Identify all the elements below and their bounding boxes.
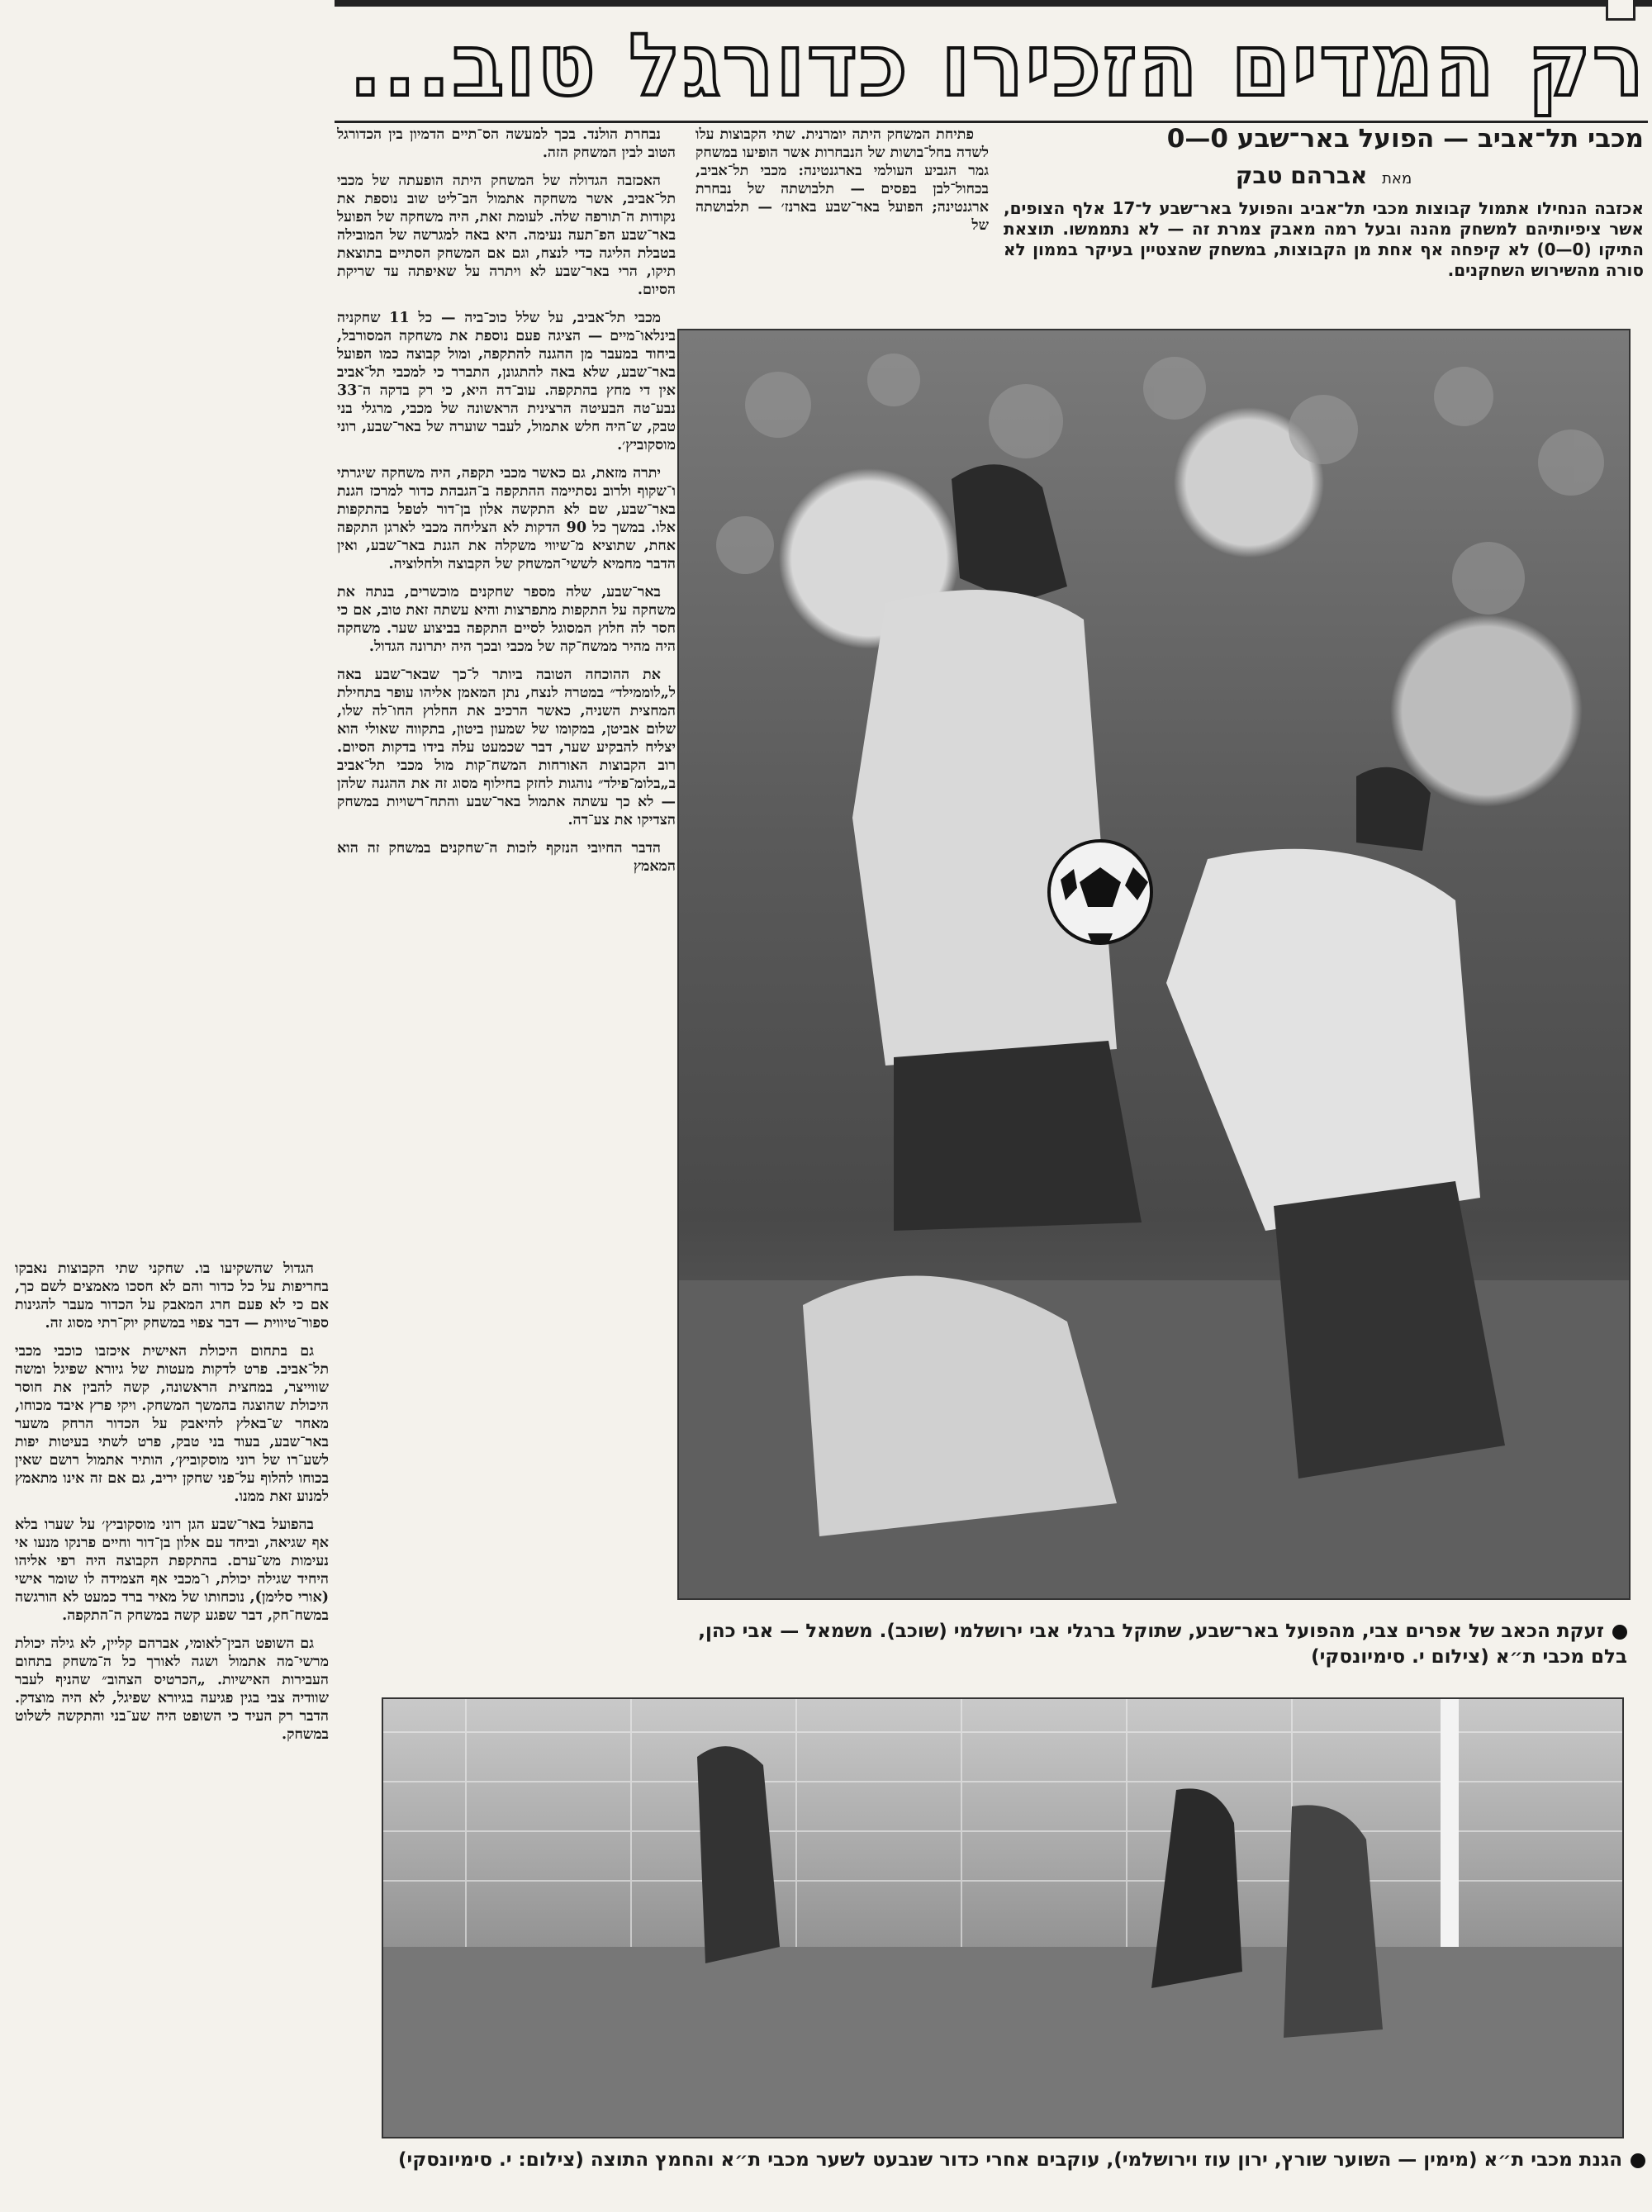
column-2-paragraph: האכזבה הגדולה של המשחק היתה הופעתה של מכבי תל־אביב, אשר משחקה אתמול הב־ליט שוב נוספת את נקודות ה־תורפה שלה. לעומת זאת, היה משחקה של הפועל באר־שבע הפ־תעה נעימה. היא באה למגרשה של המובילה בטבלת הליגה כדי לנצח, וגם אם המשחק הסתיים בתוצאת תיקו, הרי באר־שבע לא ויתרה על שאיפתה עד שריקת הסיום. — [337, 173, 676, 298]
column-1-paragraph: פתיחת המשחק היתה יומרנית. שתי הקבוצות עלו לשדה בחל־בושות של הנבחרות אשר הופיעו במשחק גמר הגביע העולמי בארגנטינה: מכבי תל־אביב, בכחול־לבן בפסים — תלבושתה של נבחרת ארגנטינה; הפועל באר־שבע בארנז׳ — תלבושתה של — [695, 126, 989, 234]
article-column-1 — [695, 126, 989, 316]
column-2-paragraph: יתרה מזאת, גם כאשר מכבי תקפה, היה משחקה שיגרתי ו־שקוף ולרוב נסתיימה ההתקפה ב־הגבהת כדור למרכז הגנת באר־שבע, שם לא התקשה אלון בן־דור לטפל בהתקפות אלו. במשך כל 90 הדקות לא הצליחה מכבי לארגן התקפה אחת, שתוציא מ־שיווי משקלה את הגנת באר־שבע, ואין הדבר מחמיא לששי־המשחק של הקבוצה ולחלוציה. — [337, 465, 676, 572]
column-2-paragraph: מכבי תל־אביב, על שלל כוכ־ביה — כל 11 שחקניה בינלאו־מיים — הציגה פעם נוספת את משחקה המסורבל, ביחוד במעבר מן ההגנה להתקפה, ומול קבוצה כמו הפועל באר־שבע, שלא באה להתגונן, התברר כי למכבי תל־אביב אין די מחץ בהתקפה. עוב־דה היא, כי רק בדקה ה־33 נבע־טה הבעיטה הרצינית הראשונה של מכבי, מרגלי בני טבק, ש־היה חלש אתמול, לעבר שוערה של באר־שבע, רוני מוסקוביץ׳. — [337, 310, 676, 453]
byline — [1004, 162, 1644, 189]
column-3-paragraph: הגדול שהשקיעו בו. שחקני שתי הקבוצות נאבקו בחריפות על כל כדור והם לא חסכו מאמצים לשם כך, אם כי לא פעם חרג המאבק על הכדור מעבר להגינות ספור־טיווית — דבר צפוי במשחק יוק־רתי מסוג זה. — [15, 1260, 329, 1331]
match-photo-main — [677, 329, 1631, 1600]
photo-caption-1 — [677, 1619, 1627, 1670]
match-photo-goal — [382, 1697, 1624, 2138]
column-3-paragraph: בהפועל באר־שבע הגן רוני מוסקוביץ׳ על שערו בלא אף שגיאה, וביחד עם אלון בן־דור וחיים פרנקו מנעו אי נעימות מש־ערם. בהתקפת הקבוצה היה רפי אליהו היחיד שגילה יכולת, ו־מכבי אף הצמידה לו שומר אישי (אורי סלימן), נוכחותו של מאיר ברד כמעט לא הורגשה במשח־חק, דבר שפגע קשה במשחק ה־התקפה. — [15, 1517, 329, 1624]
caption-1-text: זעקת הכאב של אפרים צבי, מהפועל באר־שבע, שתוקל ברגלי אבי ירושלמי (שוכב). משמאל — אבי כהן, בלם מכבי ת״א (צילום י. סימיונסקי) — [698, 1621, 1627, 1668]
article-column-3 — [15, 1260, 329, 2210]
headline: רק המדים הזכירו כדורגל טוב... — [349, 15, 1646, 116]
column-3-paragraph: גם השופט הבין־לאומי, אברהם קליין, לא גילה יכולת מרשי־מה אתמול ושגה לאורך כל ה־משחק בתחום העבירות האישיות. „הכרטיס הצהוב״ שהניף לעבר שוודיה צבי בגין פגיעה בגיורא שפיגל, לא היה מוצדק. הדבר רק העיד כי השופט היה שע־בני והתקשה לשלוט במשחק. — [15, 1635, 329, 1743]
column-2-paragraph: הדבר החיובי הנזקף לזכות ה־שחקנים במשחק זה הוא המאמץ — [337, 840, 676, 875]
goal-scene-illustration — [383, 1699, 1622, 2137]
column-2-paragraph: נבחרת הולנד. בכך למעשה הס־תיים הדמיון בין הכדורגל הטוב לבין המשחק הזה. — [337, 126, 676, 161]
lead-paragraph: אכזבה הנחילו אתמול קבוצות מכבי תל־אביב והפועל באר־שבע ל־17 אלף הצופים, אשר ציפיותיהם למשחק מהנה ובעל רמה מאבק צמרת זה — לא נתממשו. תוצאת התיקו (0—0) לא קיפחה אף אחת מן הקבוצות, במשחק שהצטיין בעיקר בממון לא סורה מהשירוש השחקנים. — [1004, 198, 1644, 280]
match-result-title: מכבי תל־אביב — הפועל באר־שבע 0—0 — [1166, 124, 1644, 154]
players-illustration — [679, 330, 1629, 1598]
article-column-2 — [337, 126, 676, 1612]
byline-prefix: מאת — [1382, 170, 1412, 187]
caption-2-text: הגנת מכבי ת״א (מימין — השוער שורץ, ירון עוז וירושלמי), עוקבים אחרי כדור שנבעט לשער מכבי ת״א והחמץ התוצה (צילום: י. סימיונסקי) — [398, 2149, 1622, 2171]
column-3-paragraph: גם בתחום היכולת האישית איכזבו כוכבי מכבי תל־אביב. פרט לדקות מעטות של גיורא שפיגל ומשה שווייצר, במחצית הראשונה, קשה להבין את חוסר היכולת שהוצגה בהמשך המשחק. ויקי פרץ איבד מכוחו, מאחר ש־באלץ להיאבק על הכדור הרחק משער באר־שבע, בעוד בני טבק, פרט לשתי בעיטות יפות לשע־רו של רוני מוסקוביץ׳, הותיר אתמול רושם שאין בכוחו להלוף על־פני שחקן יריב, גם אם זה אינו מתאמץ למנוע זאת ממנו. — [15, 1343, 329, 1505]
photo-caption-2 — [382, 2148, 1645, 2173]
column-2-paragraph: את ההוכחה הטובה ביותר ל־כך שבאר־שבע באה ל„לוממילד״ במטרה לנצח, נתן המאמן אליהו עופר בתחילת המחצית השניה, כאשר הרכיב את החלוץ החו־לה שלו, שלום אביטן, במקומו של שמעון ביטון, בתקווה שאולי הוא יצליח להבקיע שער, דבר שכמעט עלה בידו בדקות הסיום. רוב הקבוצות האורחות המשח־קות מול מכבי תל־אביב ב„בלומ־פילד״ נוהגות לחזק בחילוף מסוג זה את ההגנה שלהן — לא כך עשתה אתמול באר־שבע והתח־רשויות במשחק הצדיקו את צע־דה. — [337, 667, 676, 828]
headline-rule — [335, 121, 1648, 123]
top-rule — [335, 0, 1652, 7]
column-2-paragraph: באר־שבע, שלה מספר שחקנים מוכשרים, בנתה את משחקה על התקפות מתפרצות והיא עשתה זאת טוב, אם כי חסר לה חלוץ המסוגל לסיים התקפה בביצוע שער. משחקה היה מהיר ממשח־קה של מכבי ובכך היה יתרונה הגדול. — [337, 584, 676, 655]
caption-bullet-icon — [1631, 2153, 1645, 2168]
caption-bullet-icon — [1612, 1625, 1627, 1640]
byline-author: אברהם טבק — [1235, 162, 1368, 189]
